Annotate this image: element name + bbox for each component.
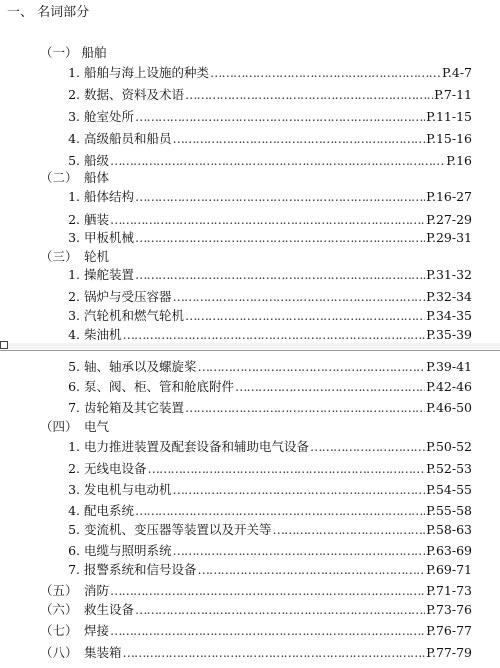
entry-title: 配电系统 — [84, 503, 135, 518]
entry-page: P.16-27 — [426, 189, 472, 204]
entry-page: P.7-11 — [434, 87, 472, 102]
page-gap — [0, 343, 500, 349]
section-number: （八） — [40, 645, 78, 660]
toc-entry[interactable] — [40, 287, 472, 307]
entry-title: 船体结构 — [84, 189, 135, 204]
dot-leader — [135, 107, 425, 127]
entry-page: P.11-15 — [426, 109, 472, 124]
entry-title: 舾装 — [84, 212, 110, 227]
dot-leader — [123, 643, 426, 663]
entry-number: 7. — [68, 400, 80, 415]
section-number: （四） — [40, 419, 78, 434]
entry-title: 齿轮箱及其它装置 — [84, 400, 185, 415]
dot-leader — [110, 151, 445, 171]
section-title: 轮机 — [84, 249, 110, 264]
entry-title: 救生设备 — [84, 602, 135, 617]
section-title: 船体 — [84, 170, 110, 185]
entry-title: 报警系统和信号设备 — [84, 562, 197, 577]
toc-entry[interactable] — [40, 85, 472, 105]
entry-number: 2. — [68, 461, 80, 476]
entry-number: 5. — [68, 359, 80, 374]
entry-title: 甲板机械 — [84, 230, 135, 245]
entry-title: 变流机、变压器等装置以及开关等 — [84, 522, 272, 537]
dot-leader — [135, 187, 425, 207]
entry-number: 3. — [68, 308, 80, 323]
entry-page: P.55-58 — [426, 503, 472, 518]
toc-entry[interactable] — [40, 265, 472, 285]
toc-entry[interactable] — [40, 501, 472, 521]
entry-number: 3. — [68, 482, 80, 497]
entry-title: 操舵装置 — [84, 267, 135, 282]
entry-page: P.32-34 — [426, 289, 472, 304]
section-heading-ship: （一） 船舶 — [40, 45, 107, 60]
entry-page: P.46-50 — [426, 400, 472, 415]
entry-page: P.58-63 — [426, 522, 472, 537]
section-number: （三） — [40, 249, 78, 264]
entry-page: P.31-32 — [426, 267, 472, 282]
text-boundary-marker — [0, 341, 8, 349]
toc-entry[interactable] — [40, 459, 472, 479]
entry-number: 7. — [68, 562, 80, 577]
toc-entry[interactable] — [40, 228, 472, 248]
entry-number: 6. — [68, 543, 80, 558]
entry-number: 5. — [68, 522, 80, 537]
dot-leader — [198, 560, 426, 580]
entry-page: P.27-29 — [426, 212, 472, 227]
entry-title: 轴、轴承以及螺旋桨 — [84, 359, 197, 374]
page-break-rule — [0, 350, 500, 351]
toc-entry[interactable] — [40, 560, 472, 580]
dot-leader — [135, 228, 425, 248]
section-heading-hull — [40, 168, 109, 188]
entry-page: P.54-55 — [426, 482, 472, 497]
toc-entry[interactable] — [40, 377, 472, 397]
dot-leader — [310, 437, 425, 457]
entry-title: 船舶与海上设施的种类 — [84, 65, 210, 80]
entry-number: 4. — [68, 503, 80, 518]
entry-page: P.35-39 — [426, 327, 472, 342]
dot-leader — [185, 306, 425, 326]
entry-title: 泵、阀、柜、管和舱底附件 — [84, 379, 235, 394]
entry-title: 数据、资料及术语 — [84, 87, 185, 102]
dot-leader — [110, 210, 425, 230]
entry-page: P.73-76 — [426, 602, 472, 617]
entry-title: 舱室处所 — [84, 109, 135, 124]
entry-page: P.52-53 — [426, 461, 472, 476]
dot-leader — [173, 129, 426, 149]
entry-title: 电力推进装置及配套设备和辅助电气设备 — [84, 439, 310, 454]
toc-section-entry[interactable] — [40, 643, 472, 663]
entry-title: 无线电设备 — [84, 461, 147, 476]
entry-title: 发电机与电动机 — [84, 482, 172, 497]
dot-leader — [198, 357, 426, 377]
entry-page: P.15-16 — [426, 131, 472, 146]
entry-title: 汽轮机和燃气轮机 — [84, 308, 185, 323]
entry-title: 柴油机 — [84, 327, 122, 342]
dot-leader — [148, 459, 426, 479]
entry-number: 3. — [68, 230, 80, 245]
dot-leader — [235, 377, 425, 397]
dot-leader — [185, 85, 433, 105]
entry-page: P.76-77 — [426, 623, 472, 638]
entry-page: P.4-7 — [442, 65, 472, 80]
entry-page: P.71-73 — [426, 583, 472, 598]
entry-number: 4. — [68, 131, 80, 146]
toc-entry[interactable] — [40, 63, 472, 83]
toc-entry[interactable] — [40, 306, 472, 326]
entry-title: 锅炉与受压容器 — [84, 289, 172, 304]
toc-section-entry[interactable] — [40, 621, 472, 641]
section-title: 电气 — [84, 419, 110, 434]
dot-leader — [110, 581, 425, 601]
dot-leader — [273, 520, 426, 540]
section-number: （二） — [40, 170, 78, 185]
section-number: （七） — [40, 623, 78, 638]
entry-page: P.29-31 — [426, 230, 472, 245]
entry-page: P.63-69 — [426, 543, 472, 558]
entry-title: 消防 — [84, 583, 110, 598]
toc-entry[interactable] — [40, 129, 472, 149]
toc-entry[interactable] — [40, 398, 472, 418]
dot-leader — [210, 63, 441, 83]
entry-number: 2. — [68, 212, 80, 227]
entry-page: P.39-41 — [426, 359, 472, 374]
section-number: （五） — [40, 583, 78, 598]
entry-number: 1. — [68, 267, 80, 282]
toc-entry[interactable] — [40, 107, 472, 127]
toc-entry[interactable] — [40, 541, 472, 561]
entry-title: 集装箱 — [84, 645, 122, 660]
entry-number: 1. — [68, 65, 80, 80]
dot-leader — [173, 541, 426, 561]
entry-number: 3. — [68, 109, 80, 124]
dot-leader — [185, 398, 425, 418]
part-heading: 一、 名词部分 — [7, 5, 90, 20]
section-heading-electric — [40, 417, 109, 437]
toc-entry[interactable] — [40, 210, 472, 230]
entry-title: 船级 — [84, 153, 110, 168]
dot-leader — [135, 501, 425, 521]
dot-leader — [173, 480, 426, 500]
section-number: （六） — [40, 602, 78, 617]
toc-entry[interactable] — [40, 357, 472, 377]
toc-entry[interactable] — [40, 437, 472, 457]
dot-leader — [135, 600, 425, 620]
toc-entry[interactable] — [40, 520, 472, 540]
dot-leader — [135, 265, 425, 285]
dot-leader — [110, 621, 425, 641]
entry-page: P.34-35 — [426, 308, 472, 323]
entry-page: P.16 — [446, 153, 472, 168]
entry-number: 2. — [68, 87, 80, 102]
entry-number: 6. — [68, 379, 80, 394]
entry-title: 焊接 — [84, 623, 110, 638]
toc-entry[interactable] — [40, 187, 472, 207]
entry-page: P.69-71 — [426, 562, 472, 577]
page-break — [0, 341, 500, 351]
toc-entry[interactable] — [40, 480, 472, 500]
entry-number: 4. — [68, 327, 80, 342]
entry-page: P.50-52 — [426, 439, 472, 454]
entry-number: 2. — [68, 289, 80, 304]
entry-page: P.42-46 — [426, 379, 472, 394]
entry-number: 1. — [68, 189, 80, 204]
entry-page: P.77-79 — [426, 645, 472, 660]
entry-title: 高级船员和船员 — [84, 131, 172, 146]
toc-section-entry[interactable] — [40, 581, 472, 601]
dot-leader — [173, 287, 426, 307]
entry-number: 1. — [68, 439, 80, 454]
entry-title: 电缆与照明系统 — [84, 543, 172, 558]
section-heading-engine — [40, 247, 109, 267]
toc-section-entry[interactable] — [40, 600, 472, 620]
entry-number: 5. — [68, 153, 80, 168]
